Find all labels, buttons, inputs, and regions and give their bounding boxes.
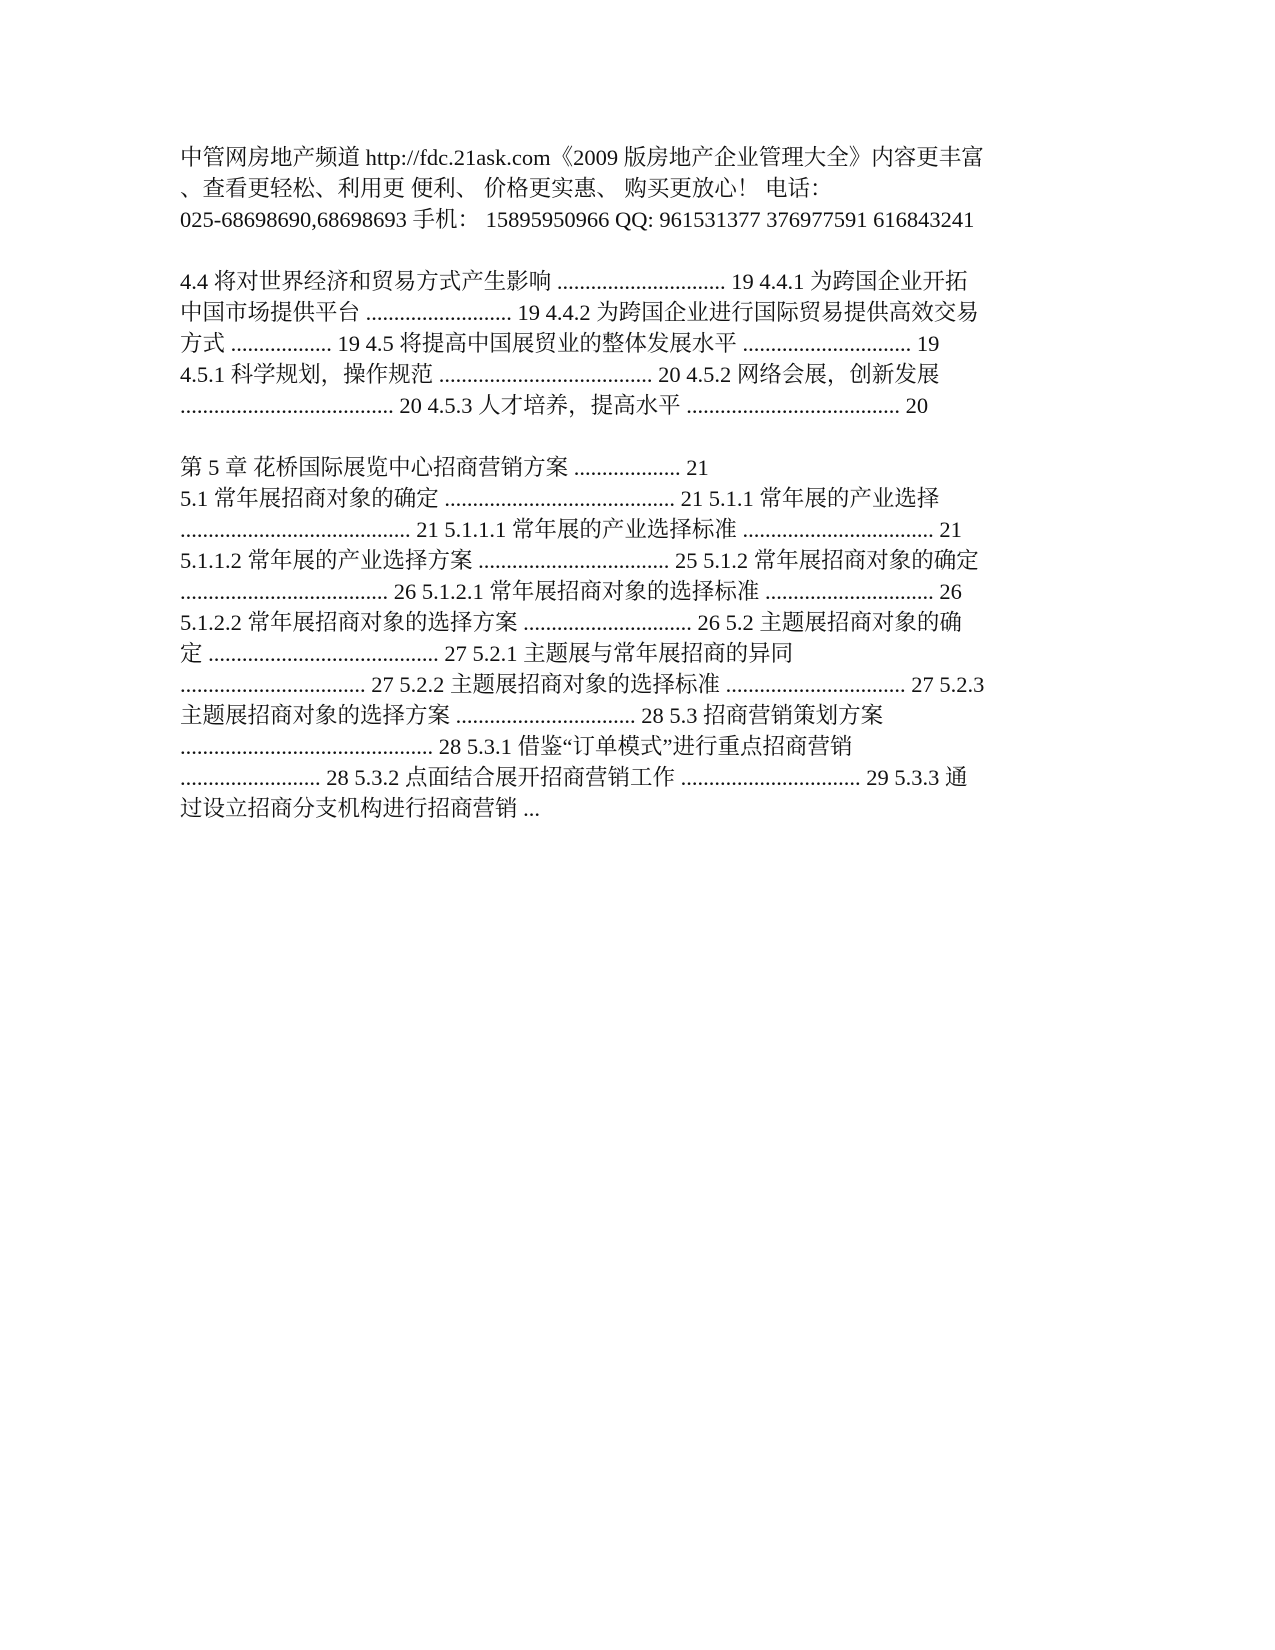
toc-line: 主题展招商对象的选择方案 ................................ 28 5.3 招商营销策划方案 <box>180 703 884 728</box>
toc-line: ..................................... 26 5.1.2.1 常年展招商对象的选择标准 .............................. 26 <box>180 579 962 604</box>
toc-line: 方式 .................. 19 4.5 将提高中国展贸业的整体发展水平 .............................. 19 <box>180 331 940 356</box>
toc-line: ......................... 28 5.3.2 点面结合展开招商营销工作 ................................ 29 5.3.3 通 <box>180 765 968 790</box>
paragraph-gap <box>180 235 1050 266</box>
header-line: 025-68698690,68698693 手机： 15895950966 QQ: 961531377 376977591 616843241 <box>180 207 975 232</box>
header-line: 、查看更轻松、利用更 便利、 价格更实惠、 购买更放心！ 电话： <box>180 176 833 201</box>
toc-line: 定 ......................................... 27 5.2.1 主题展与常年展招商的异同 <box>180 641 794 666</box>
toc-line: 中国市场提供平台 .......................... 19 4.4.2 为跨国企业进行国际贸易提供高效交易 <box>180 300 979 325</box>
toc-line: 5.1 常年展招商对象的确定 ......................................... 21 5.1.1 常年展的产业选择 <box>180 486 940 511</box>
toc-line: 5.1.2.2 常年展招商对象的选择方案 .............................. 26 5.2 主题展招商对象的确 <box>180 610 962 635</box>
toc-line: 4.5.1 科学规划，操作规范 ...................................... 20 4.5.2 网络会展，创新发展 <box>180 362 940 387</box>
toc-line: 5.1.1.2 常年展的产业选择方案 .................................. 25 5.1.2 常年展招商对象的确定 <box>180 548 979 573</box>
toc-line: ......................................... 21 5.1.1.1 常年展的产业选择标准 .................................. 21 <box>180 517 962 542</box>
toc-line: ...................................... 20 4.5.3 人才培养，提高水平 ...................................... 20 <box>180 393 929 418</box>
toc-chapter-5-block <box>180 452 1050 824</box>
toc-chapter-4-block <box>180 266 1050 421</box>
toc-chapter-heading: 第 5 章 花桥国际展览中心招商营销方案 ................... 21 <box>180 455 709 480</box>
paragraph-gap <box>180 421 1050 452</box>
toc-line: ................................. 27 5.2.2 主题展招商对象的选择标准 ................................ 27 5.2.3 <box>180 672 985 697</box>
header-contact-block <box>180 142 1050 235</box>
header-line: 中管网房地产频道 http://fdc.21ask.com《2009 版房地产企业管理大全》内容更丰富 <box>180 145 984 170</box>
toc-line: ............................................. 28 5.3.1 借鉴“订单模式”进行重点招商营销 <box>180 734 853 759</box>
document-body <box>180 142 1050 824</box>
toc-line: 过设立招商分支机构进行招商营销 ... <box>180 796 541 821</box>
toc-line: 4.4 将对世界经济和贸易方式产生影响 .............................. 19 4.4.1 为跨国企业开拓 <box>180 269 968 294</box>
